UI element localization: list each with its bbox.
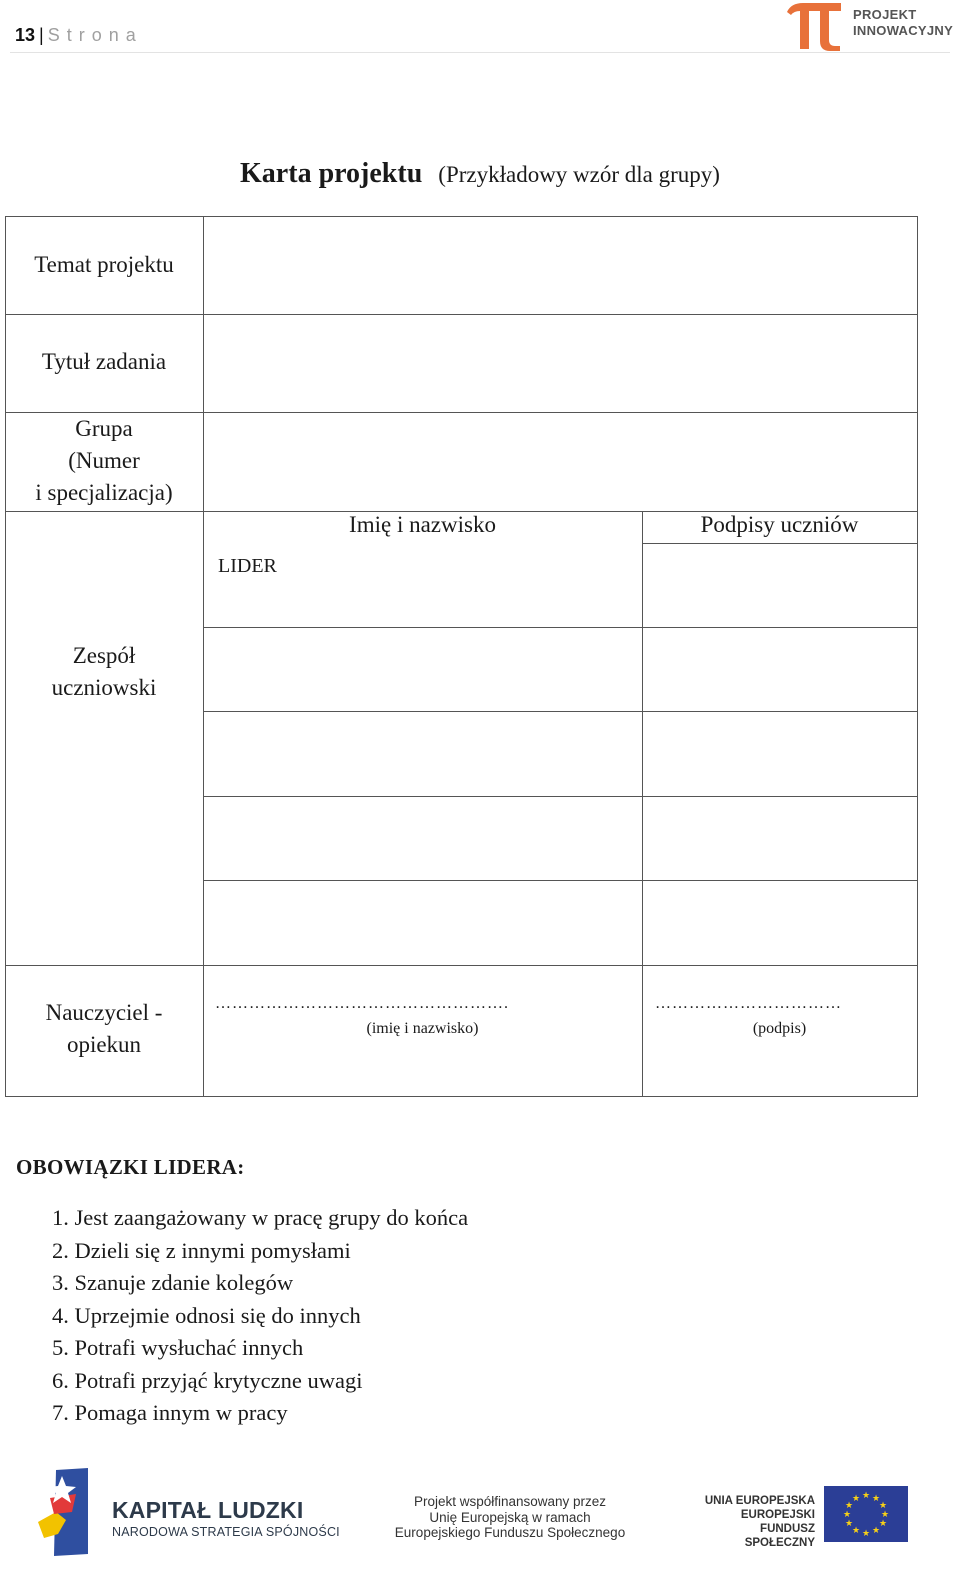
title-main: Karta projektu: [240, 158, 423, 189]
pi-logo-icon: [785, 0, 845, 52]
teacher-label: [5, 997, 203, 1061]
duty-item: 1. Jest zaangażowany w pracę grupy do końca: [52, 1205, 469, 1230]
page-number-separator: |: [39, 25, 44, 45]
svg-text:★: ★: [880, 1510, 890, 1520]
task-label: [5, 346, 203, 378]
svg-text:★: ★: [871, 1526, 881, 1536]
task-label-text: Tytuł zadania: [41, 349, 167, 374]
group-label-line-3: i specjalizacja): [35, 480, 173, 505]
table-hline-row-2: [203, 711, 917, 712]
logo-text: [853, 7, 953, 39]
cofinance-line-1: Projekt współfinansowany przez: [413, 1494, 607, 1509]
kl-subtitle: NARODOWA STRATEGIA SPÓJNOŚCI: [112, 1525, 340, 1539]
eu-text: [690, 1494, 815, 1550]
eu-flag-icon: [824, 1486, 908, 1542]
svg-text:★: ★: [861, 1529, 871, 1539]
svg-text:★: ★: [851, 1526, 861, 1536]
team-label-line-1: Zespół: [72, 643, 136, 668]
svg-text:★: ★: [844, 1501, 854, 1511]
duty-item: 2. Dzieli się z innymi pomysłami: [52, 1237, 351, 1263]
teacher-sign-dots: ……………………………: [655, 995, 842, 1012]
page-word: Strona: [47, 25, 143, 45]
logo-line-1: PROJEKT: [853, 7, 917, 22]
table-hline-header-right: [642, 543, 917, 544]
duty-item: 5. Potrafi wysłuchać innych: [52, 1335, 304, 1360]
signatures-column-header: Podpisy uczniów: [700, 512, 859, 537]
teacher-label-line-1: Nauczyciel -: [45, 1000, 163, 1025]
duty-item: 4. Uprzejmie odnosi się do innych: [52, 1302, 361, 1328]
table-hline-row-4: [203, 880, 917, 881]
leader-label: LIDER: [218, 555, 277, 577]
svg-text:★: ★: [878, 1501, 888, 1511]
title-sub: (Przykładowy wzór dla grupy): [438, 162, 720, 187]
teacher-sign-hint: (podpis): [752, 1020, 807, 1037]
cofinance-line-2: Unię Europejską w ramach: [429, 1509, 591, 1525]
group-label-line-2: (Numer: [68, 448, 140, 473]
team-label-line-2: uczniowski: [51, 675, 157, 700]
cofinance-line-3: Europejskiego Funduszu Społecznego: [394, 1525, 626, 1540]
eu-line-1: UNIA EUROPEJSKA: [704, 1495, 815, 1507]
svg-text:★: ★: [878, 1519, 888, 1529]
table-hline-row-1: [203, 627, 917, 628]
page-number: [15, 25, 143, 46]
name-column-header: Imię i nazwisko: [349, 512, 496, 537]
duties-list: [52, 1202, 468, 1430]
svg-text:★: ★: [851, 1494, 861, 1504]
task-value-cell[interactable]: [204, 315, 916, 411]
team-label: [5, 640, 203, 704]
teacher-name-hint: (imię i nazwisko): [366, 1020, 479, 1037]
kl-title: KAPITAŁ LUDZKI: [112, 1497, 304, 1523]
cofinance-note: [385, 1494, 635, 1541]
page-title: [0, 158, 960, 190]
page-number-value: 13: [15, 25, 36, 45]
table-hline-teacher: [5, 965, 917, 966]
topic-label: [5, 249, 203, 281]
eu-line-2: EUROPEJSKI: [740, 1509, 815, 1521]
duty-item: 7. Pomaga innym w pracy: [52, 1400, 288, 1425]
topic-value-cell[interactable]: [204, 217, 916, 313]
teacher-label-line-2: opiekun: [66, 1032, 142, 1057]
topic-label-text: Temat projektu: [34, 252, 174, 277]
svg-text:★: ★: [861, 1491, 871, 1501]
duty-item: 6. Potrafi przyjąć krytyczne uwagi: [52, 1367, 363, 1393]
group-label-line-1: Grupa: [75, 416, 133, 441]
svg-text:★: ★: [842, 1510, 852, 1520]
logo-line-2: INNOWACYJNY: [853, 23, 954, 38]
duties-title: OBOWIĄZKI LIDERA:: [16, 1155, 245, 1179]
teacher-name-dots: …………………………………………….: [215, 995, 509, 1012]
table-hline-row-3: [203, 796, 917, 797]
svg-text:★: ★: [844, 1519, 854, 1529]
kapital-ludzki-logo-icon: [36, 1468, 92, 1556]
table-vline-signatures: [642, 511, 643, 1096]
eu-line-3: FUNDUSZ SPOŁECZNY: [744, 1523, 815, 1549]
header-divider: [10, 52, 950, 53]
group-value-cell[interactable]: [204, 413, 916, 510]
duty-item: 3. Szanuje zdanie kolegów: [52, 1270, 294, 1295]
group-label: [5, 413, 203, 509]
svg-text:★: ★: [871, 1494, 881, 1504]
